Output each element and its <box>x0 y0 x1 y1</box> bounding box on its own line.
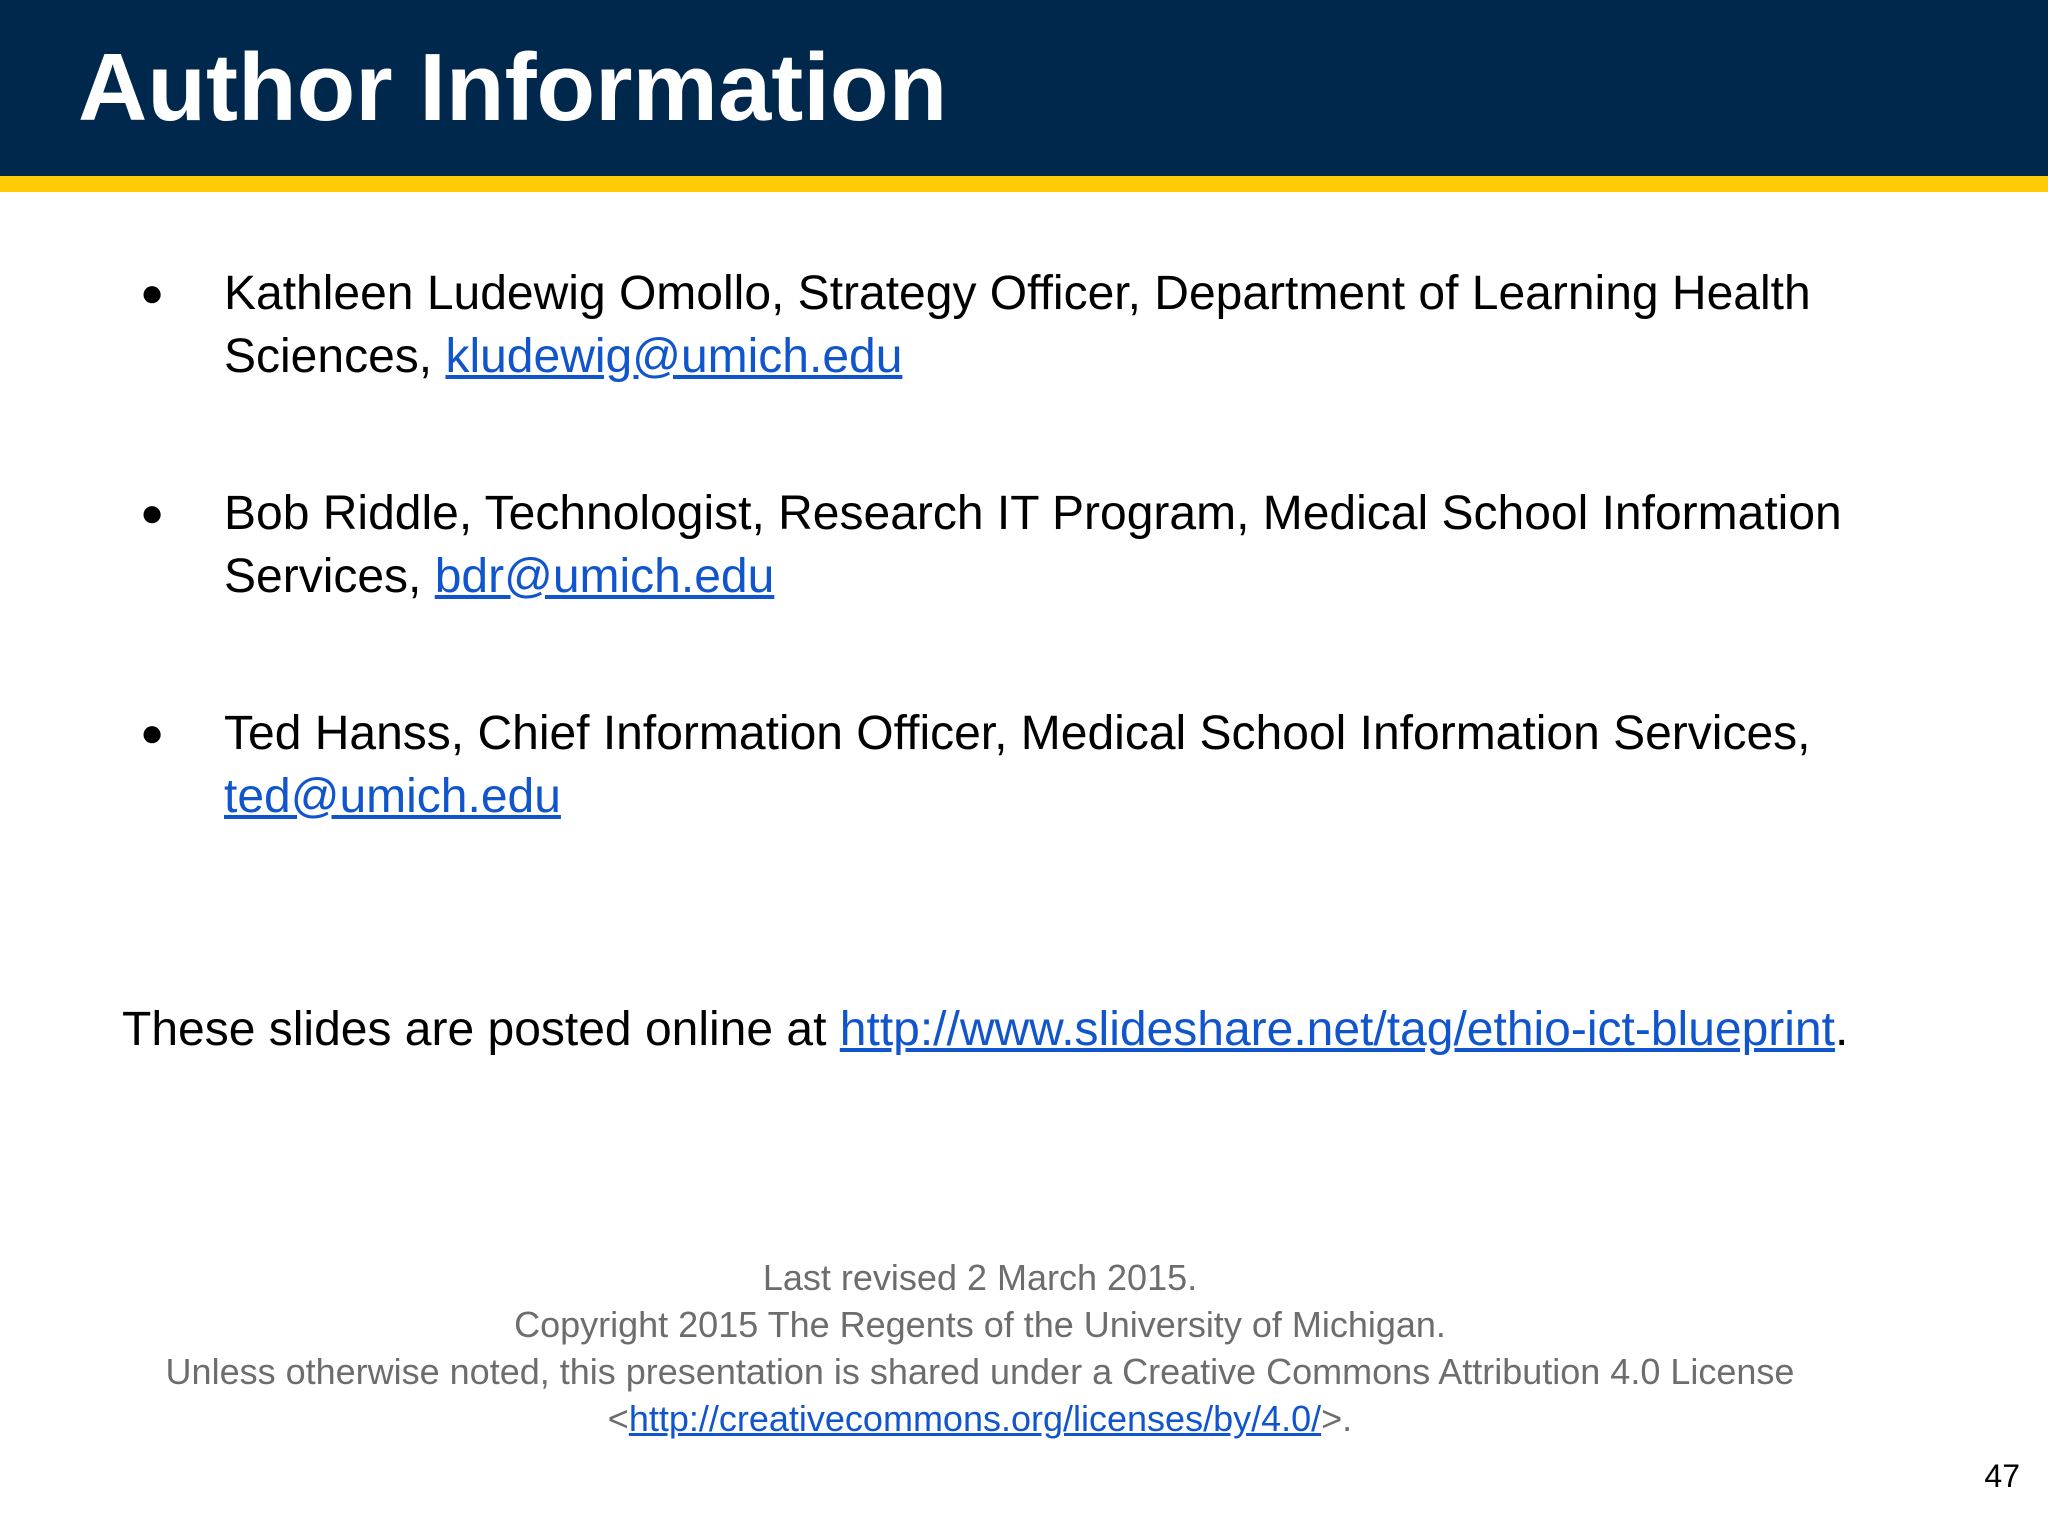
page-number: 47 <box>1984 1458 2020 1494</box>
copyright-text: Copyright 2015 The Regents of the University of Michigan. <box>514 1304 1446 1345</box>
author-item <box>140 482 1940 608</box>
bullet-icon: ● <box>140 491 165 535</box>
bullet-icon: ● <box>140 711 165 755</box>
author-email-link[interactable]: bdr@umich.edu <box>434 550 775 603</box>
page-title: Author Information <box>78 34 948 141</box>
author-description: Bob Riddle, Technologist, Research IT Program, Medical School Information Services, <box>224 487 1842 603</box>
footer <box>0 1254 1960 1442</box>
posted-suffix: . <box>1834 1003 1849 1056</box>
bullet-icon: ● <box>140 271 165 315</box>
author-email-link[interactable]: ted@umich.edu <box>224 770 561 823</box>
header-bar <box>0 0 2048 176</box>
posted-online-text <box>122 998 1862 1061</box>
author-email-link[interactable]: kludewig@umich.edu <box>445 330 903 383</box>
license-link-line <box>0 1395 1960 1442</box>
last-revised-text: Last revised 2 March 2015. <box>762 1257 1198 1298</box>
slideshare-link[interactable]: http://www.slideshare.net/tag/ethio-ict-blueprint <box>839 1003 1835 1056</box>
posted-prefix: These slides are posted online at <box>122 1003 840 1056</box>
license-text: Unless otherwise noted, this presentation is shared under a Creative Commons Attribution 4.0 License <box>165 1351 1795 1392</box>
author-description: Ted Hanss, Chief Information Officer, Medical School Information Services, <box>224 707 1811 760</box>
author-list <box>140 262 1940 922</box>
header-stripe <box>0 176 2048 192</box>
license-open-bracket: < <box>607 1398 629 1439</box>
license-link[interactable]: http://creativecommons.org/licenses/by/4.0/ <box>628 1398 1322 1439</box>
author-item <box>140 702 1940 828</box>
author-description: Kathleen Ludewig Omollo, Strategy Officer, Department of Learning Health Sciences, <box>224 267 1811 383</box>
author-item <box>140 262 1940 388</box>
license-close-bracket: >. <box>1321 1398 1353 1439</box>
